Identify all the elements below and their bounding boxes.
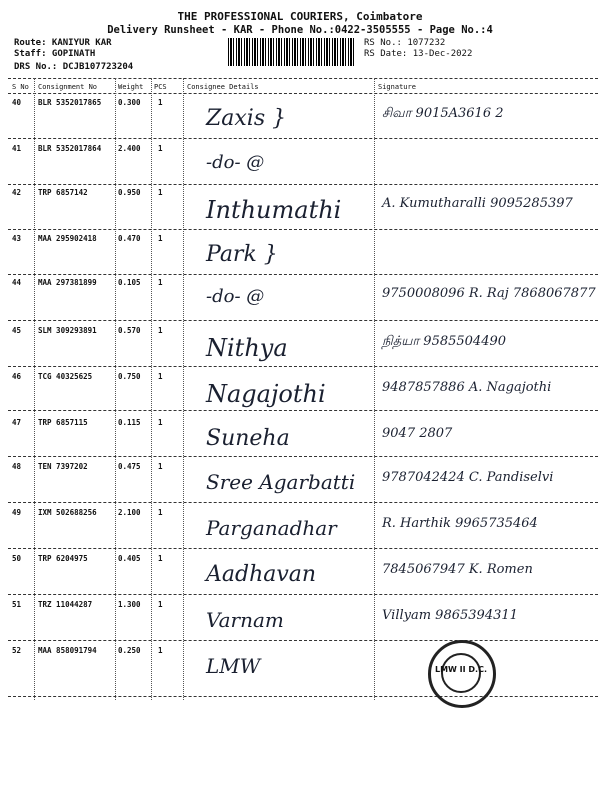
column-divider: [115, 78, 116, 700]
row-sno: 41: [12, 144, 22, 153]
row-sno: 44: [12, 278, 22, 287]
column-divider: [34, 78, 35, 700]
row-pcs: 1: [158, 554, 163, 563]
row-consignee: -do- @: [206, 152, 265, 173]
company-title: THE PROFESSIONAL COURIERS, Coimbatore: [177, 10, 423, 23]
row-consignment-no: TCG 40325625: [38, 372, 93, 381]
row-sno: 42: [12, 188, 22, 197]
row-weight: 1.300: [118, 600, 141, 609]
row-consignment-no: TRP 6857115: [38, 418, 88, 427]
barcode: [228, 38, 356, 66]
column-header-pcs: PCS: [154, 83, 167, 91]
runsheet-subtitle: Delivery Runsheet - KAR - Phone No.:0422-3505555 - Page No.:4: [107, 24, 493, 36]
row-sno: 43: [12, 234, 22, 243]
drs-label: DRS No.: DCJB107723204: [14, 62, 134, 72]
row-consignee: Inthumathi: [206, 196, 342, 224]
row-sno: 47: [12, 418, 22, 427]
row-consignment-no: SLM 309293891: [38, 326, 97, 335]
row-divider: [8, 229, 598, 230]
rs-date: RS Date: 13-Dec-2022: [364, 49, 473, 59]
row-divider: [8, 274, 598, 275]
row-signature: நித்யா 9585504490: [382, 334, 507, 349]
column-divider: [151, 78, 152, 700]
row-signature: R. Harthik 9965735464: [382, 516, 538, 531]
row-consignee: Varnam: [206, 608, 284, 632]
row-divider: [8, 410, 598, 411]
column-header-signature: Signature: [378, 83, 416, 91]
row-pcs: 1: [158, 418, 163, 427]
row-consignee: Sree Agarbatti: [206, 470, 356, 494]
row-divider: [8, 548, 598, 549]
row-consignee: -do- @: [206, 286, 265, 307]
row-consignee: Parganadhar: [206, 516, 337, 540]
row-consignment-no: TEN 7397202: [38, 462, 88, 471]
row-signature: 9047 2807: [382, 426, 453, 441]
row-pcs: 1: [158, 98, 163, 107]
row-consignment-no: MAA 295902418: [38, 234, 97, 243]
header-top-rule: [8, 78, 598, 79]
row-sno: 46: [12, 372, 22, 381]
row-sno: 45: [12, 326, 22, 335]
row-weight: 0.300: [118, 98, 141, 107]
row-pcs: 1: [158, 600, 163, 609]
row-pcs: 1: [158, 234, 163, 243]
row-signature: Villyam 9865394311: [382, 608, 518, 623]
column-header-consignee: Consignee Details: [187, 83, 259, 91]
row-pcs: 1: [158, 278, 163, 287]
row-weight: 0.105: [118, 278, 141, 287]
row-pcs: 1: [158, 462, 163, 471]
row-weight: 0.470: [118, 234, 141, 243]
row-signature: சிவா 9015A3616 2: [382, 106, 504, 121]
staff-label: Staff: GOPINATH: [14, 49, 96, 59]
row-sno: 40: [12, 98, 22, 107]
row-weight: 0.475: [118, 462, 141, 471]
row-consignment-no: TRZ 11044287: [38, 600, 93, 609]
row-divider: [8, 456, 598, 457]
delivery-stamp: [428, 640, 496, 708]
row-signature: 9787042424 C. Pandiselvi: [382, 470, 554, 485]
row-consignee: Nithya: [206, 334, 288, 362]
row-consignee: Aadhavan: [206, 562, 317, 587]
column-divider: [374, 78, 375, 700]
row-consignee: Zaxis }: [206, 106, 287, 131]
row-sno: 48: [12, 462, 22, 471]
row-divider: [8, 138, 598, 139]
column-divider: [183, 78, 184, 700]
row-divider: [8, 320, 598, 321]
row-sno: 51: [12, 600, 22, 609]
row-consignment-no: BLR 5352017864: [38, 144, 102, 153]
row-divider: [8, 366, 598, 367]
row-consignee: Park }: [206, 242, 278, 267]
row-pcs: 1: [158, 372, 163, 381]
row-pcs: 1: [158, 326, 163, 335]
row-consignment-no: TRP 6204975: [38, 554, 88, 563]
row-consignment-no: MAA 858091794: [38, 646, 97, 655]
row-consignee: Nagajothi: [206, 380, 326, 408]
row-divider: [8, 184, 598, 185]
row-signature: 7845067947 K. Romen: [382, 562, 533, 577]
row-signature: A. Kumutharalli 9095285397: [382, 196, 573, 211]
row-weight: 2.100: [118, 508, 141, 517]
row-weight: 0.950: [118, 188, 141, 197]
row-weight: 0.115: [118, 418, 141, 427]
row-pcs: 1: [158, 646, 163, 655]
row-weight: 0.250: [118, 646, 141, 655]
row-consignee: Suneha: [206, 426, 290, 451]
row-divider: [8, 594, 598, 595]
row-sno: 52: [12, 646, 22, 655]
row-signature: 9750008096 R. Raj 7868067877: [382, 286, 596, 301]
row-consignee: LMW: [206, 654, 261, 678]
row-sno: 49: [12, 508, 22, 517]
stamp-text: LMW II D.C.: [435, 665, 487, 674]
row-sno: 50: [12, 554, 22, 563]
row-consignment-no: BLR 5352017865: [38, 98, 102, 107]
row-divider: [8, 696, 598, 697]
row-consignment-no: MAA 297381899: [38, 278, 97, 287]
row-divider: [8, 502, 598, 503]
route-label: Route: KANIYUR KAR: [14, 38, 112, 48]
column-header-sno: S No: [12, 83, 29, 91]
row-pcs: 1: [158, 144, 163, 153]
row-weight: 0.570: [118, 326, 141, 335]
row-weight: 0.750: [118, 372, 141, 381]
row-weight: 0.405: [118, 554, 141, 563]
row-consignment-no: TRP 6857142: [38, 188, 88, 197]
row-consignment-no: IXM 502688256: [38, 508, 97, 517]
rs-number: RS No.: 1077232: [364, 38, 446, 48]
column-header-consignment: Consignment No: [38, 83, 98, 91]
column-header-weight: Weight: [118, 83, 144, 91]
header-bottom-rule: [8, 93, 598, 94]
row-weight: 2.400: [118, 144, 141, 153]
row-pcs: 1: [158, 188, 163, 197]
row-signature: 9487857886 A. Nagajothi: [382, 380, 552, 395]
row-pcs: 1: [158, 508, 163, 517]
row-divider: [8, 640, 598, 641]
